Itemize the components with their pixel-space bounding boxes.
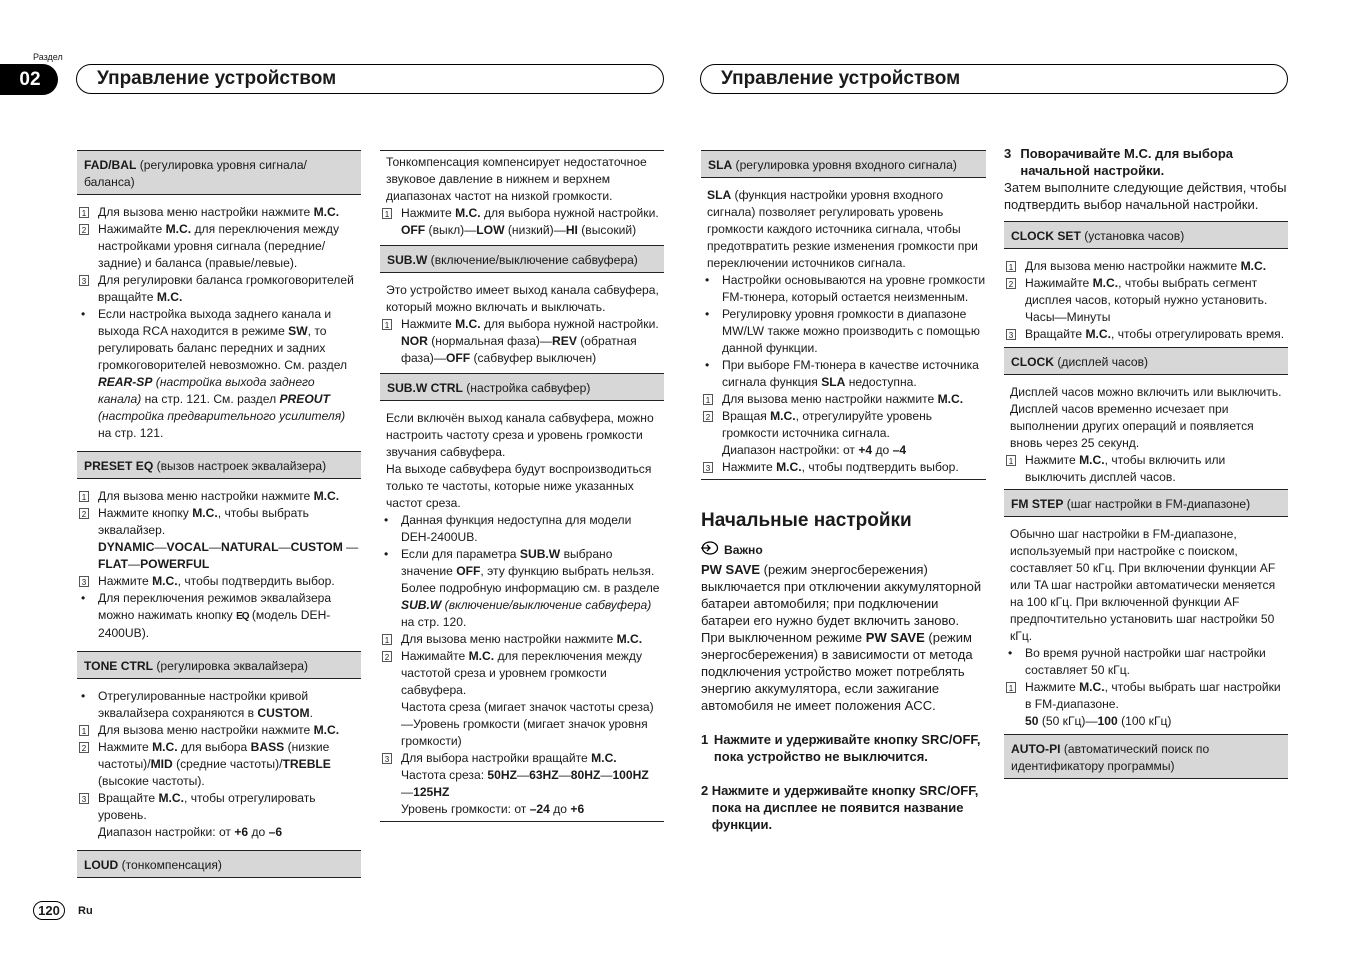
section-heading: Начальные настройки [701,510,912,531]
step-text: Нажимайте M.C. для переключения между настройками уровня сигнала (передние/задние) и баланса (правые/левые). [98,222,339,270]
step-number-icon: 1 [1006,455,1016,466]
numbered-step: 3 Поворачивайте M.C. для выбора начальной настройки. [1004,146,1234,178]
eq-options: DYNAMIC—VOCAL—NATURAL—CUSTOM —FLAT—POWERFUL [98,540,359,571]
step: 1 Нажмите M.C., чтобы включить или выключить дисплей часов. [1004,452,1288,486]
header-left: Управление устройством [76,64,664,94]
step-number-icon: 2 [1006,278,1016,289]
fm-step-title-bar: FM STEP (шаг настройки в FM-диапазоне) [1004,489,1288,517]
bullet-item: • При выборе FM-тюнера в качестве источника сигнала функция SLA недоступна. [705,358,979,389]
bullet-item: • Регулировку уровня громкости в диапазоне MW/LW также можно производить с помощью данной функции. [705,307,980,355]
fad-bal-title: FAD/BAL [84,158,137,172]
step-number-icon: 2 [79,224,89,235]
subw-title: SUB.W [387,253,428,267]
step-number-icon: 1 [79,207,89,218]
step: 1 Нажмите M.C. для выбора нужной настройки. [380,205,664,222]
loud-options: OFF (выкл)—LOW (низкий)—HI (высокий) [401,223,637,237]
step-number-icon: 2 [79,742,89,753]
step: 1 Для вызова меню настройки нажмите M.C. [77,488,361,505]
pw-save-text: PW SAVE (режим энергосбережения) выключается при отключении аккумуляторной батареи автомобиля; при подключении батареи его нужно будет включить заново. При выключенном режиме PW SAVE (режим энергосбережения) в зависимости от метода подключения устройство может потреблять энергию аккумулятора, если зажигание автомобиля не имеет положения ACC. [701,562,982,713]
clock-set-title: CLOCK SET [1011,229,1081,243]
tone-ctrl-title-bar: TONE CTRL (регулировка эквалайзера) [77,651,361,679]
column-1 [77,150,361,887]
loud-text: Тонкомпенсация компенсирует недостаточное звуковое давление в нижнем и верхнем диапазонах частот на низкой громкости. [386,155,647,203]
step: 2 Нажимайте M.C., чтобы выбрать сегмент дисплея часов, который нужно установить. [1004,275,1288,309]
important-label: Важно [724,543,763,557]
step: 3 Нажмите M.C., чтобы подтвердить выбор. [77,573,361,590]
step [77,272,361,306]
divider [701,479,986,480]
section-number-badge: 02 [0,64,58,95]
sla-text: SLA (функция настройки уровня входного сигнала) позволяет регулировать уровень громкости каждого источника сигнала, чтобы предотвратить резкие изменения громкости при переключении источников сигнала. [707,188,978,270]
language-code: Ru [78,905,93,917]
step-number-icon: 3 [382,753,392,764]
clock-set-title-bar: CLOCK SET (установка часов) [1004,221,1288,249]
step-number-icon: 3 [79,576,89,587]
subc-p2: На выходе сабвуфера будут воспроизводиться только те частоты, которые ниже указанных частот среза. [386,462,652,510]
step-number-icon: 1 [1006,682,1016,693]
bullet-item: • Во время ручной настройки шаг настройки составляет 50 кГц. [1008,646,1266,677]
freq-options: Частота среза: 50HZ—63HZ—80HZ—100HZ —125HZ [401,768,649,799]
step [77,204,361,221]
step: 2 Нажмите M.C. для выбора BASS (низкие частоты)/MID (средние частоты)/TREBLE (высокие частоты). [77,739,361,790]
step: 3 Вращайте M.C., чтобы отрегулировать время. [1004,326,1288,343]
step: 3 Нажмите M.C., чтобы подтвердить выбор. [701,459,986,476]
page-number: 120 [33,901,65,920]
step-number-icon: 1 [382,634,392,645]
auto-pi-title: AUTO-PI [1011,742,1061,756]
bullet-item: • Отрегулированные настройки кривой эквалайзера сохраняются в CUSTOM. [81,689,313,720]
column-2 [380,150,664,822]
important-note [701,541,986,560]
hand-pointing-icon [701,541,719,560]
column-3 [701,150,986,833]
step-number-icon: 2 [382,651,392,662]
bullet-item: • Для переключения режимов эквалайзера можно нажимать кнопку EQ (модель DEH-2400UB). [81,591,332,640]
fm-step-options: 50 (50 кГц)—100 (100 кГц) [1025,714,1172,728]
numbered-step: 1 Нажмите и удерживайте кнопку SRC/OFF, пока устройство не выключится. [701,732,981,764]
step-number-icon: 2 [79,508,89,519]
sla-title-bar: SLA (регулировка уровня входного сигнала) [701,150,986,178]
subc-p1: Если включён выход канала сабвуфера, можно настроить частоту среза и уровень громкости звучания сабвуфера. [386,411,654,459]
clock-title-bar: CLOCK (дисплей часов) [1004,347,1288,375]
step-number-icon: 1 [79,491,89,502]
column-4 [1004,145,1288,788]
step-number-icon: 1 [79,725,89,736]
step: 1 Для вызова меню настройки нажмите M.C. [1004,258,1288,275]
step-text: Для регулировки баланса громкоговорителей вращайте M.C. [98,273,354,304]
bullet-item: • Данная функция недоступна для модели DEH-2400UB. [384,513,632,544]
loud-title: LOUD [84,858,119,872]
step-number-icon: 1 [1006,261,1016,272]
step-number-icon: 3 [79,275,89,286]
preset-eq-title: PRESET EQ [84,459,154,473]
bullet-item: • Если настройка выхода заднего канала и выхода RCA находится в режиме SW, то регулировать баланс передних и задних громкоговорителей невозможно. См. раздел REAR-SP (настройка выхода заднего канала) на стр. 121. См. раздел PREOUT (настройка предварительного усилителя) на стр. 121. [81,307,348,440]
range-text: Диапазон настройки: от +6 до –6 [98,825,283,839]
clock-title: CLOCK [1011,355,1054,369]
step-number-icon: 1 [382,208,392,219]
fad-bal-title-bar [77,150,361,195]
step-number-icon: 3 [703,462,713,473]
clock-p1: Дисплей часов можно включить или выключить. [1010,385,1282,399]
clock-p2: Дисплей часов временно исчезает при выполнении других операций и появляется вновь через 25 секунд. [1010,402,1254,450]
step [77,221,361,272]
step: 1 Для вызова меню настройки нажмите M.C. [77,722,361,739]
step-number-icon: 2 [703,411,713,422]
subc-modes: Частота среза (мигает значок частоты среза)—Уровень громкости (мигает значок уровня громкости) [401,700,654,748]
sla-title: SLA [708,158,733,172]
step: 1 Для вызова меню настройки нажмите M.C. [701,391,986,408]
step: 3 Вращайте M.C., чтобы отрегулировать уровень. [77,790,361,824]
step: 2 Нажмите кнопку M.C., чтобы выбрать эквалайзер. [77,505,361,539]
bullet-item: • Настройки основываются на уровне громкости FM-тюнера, который остается неизменным. [705,273,986,304]
loud-title-bar: LOUD (тонкомпенсация) [77,850,361,878]
step-number-icon: 3 [79,793,89,804]
preset-eq-title-bar: PRESET EQ (вызов настроек эквалайзера) [77,451,361,479]
step: 2 Нажимайте M.C. для переключения между частотой среза и уровнем громкости сабвуфера. [380,648,664,699]
clock-segments: Часы—Минуты [1025,310,1111,324]
step: 1 Нажмите M.C. для выбора нужной настройки. [380,316,664,333]
step: 3 Для выбора настройки вращайте M.C. [380,750,664,767]
step: 2 Вращая M.C., отрегулируйте уровень громкости источника сигнала. [701,408,986,442]
subw-title-bar: SUB.W (включение/выключение сабвуфера) [380,245,664,273]
bullet-item: • Если для параметра SUB.W выбрано значение OFF, эту функцию выбрать нельзя. Более подробную информацию см. в разделе SUB.W (включение/выключение сабвуфера) на стр. 120. [384,547,660,629]
eq-key-icon: EQ [236,611,249,622]
step-number-icon: 1 [382,319,392,330]
section-label: Раздел [33,52,63,62]
step-number-icon: 3 [1006,329,1016,340]
fad-bal-desc: (регулировка уровня сигнала/баланса) [84,158,307,189]
auto-pi-title-bar: AUTO-PI (автоматический поиск по идентификатору программы) [1004,734,1288,779]
step: 1 Для вызова меню настройки нажмите M.C. [380,631,664,648]
sla-range: Диапазон настройки: от +4 до –4 [722,443,907,457]
step-number-icon: 1 [703,394,713,405]
tone-ctrl-title: TONE CTRL [84,659,153,673]
fm-step-title: FM STEP [1011,497,1064,511]
subw-options: NOR (нормальная фаза)—REV (обратная фаза)—OFF (сабвуфер выключен) [401,334,637,365]
step3-body: Затем выполните следующие действия, чтобы подтвердить выбор начальной настройки. [1004,180,1287,212]
header-right: Управление устройством [700,64,1288,94]
fm-step-text: Обычно шаг настройки в FM-диапазоне, используемый при настройке с поиском, составляет 50 кГц. При включении функции AF или TA шаг настройки автоматически меняется на 100 кГц. При включенной функции AF предпочтительно установить шаг настройки 50 кГц. [1010,527,1276,643]
numbered-step: 2 Нажмите и удерживайте кнопку SRC/OFF, пока на дисплее не появится название функции. [701,783,979,832]
subw-text: Это устройство имеет выход канала сабвуфера, который можно включать и выключать. [386,283,659,314]
step: 1 Нажмите M.C., чтобы выбрать шаг настройки в FM-диапазоне. [1004,679,1288,713]
step-text: Для вызова меню настройки нажмите M.C. [98,205,340,219]
subw-ctrl-title: SUB.W CTRL [387,381,463,395]
divider [380,150,664,151]
subw-ctrl-title-bar: SUB.W CTRL (настройка сабвуфер) [380,373,664,401]
divider [380,821,664,822]
volume-range: Уровень громкости: от –24 до +6 [401,802,585,816]
